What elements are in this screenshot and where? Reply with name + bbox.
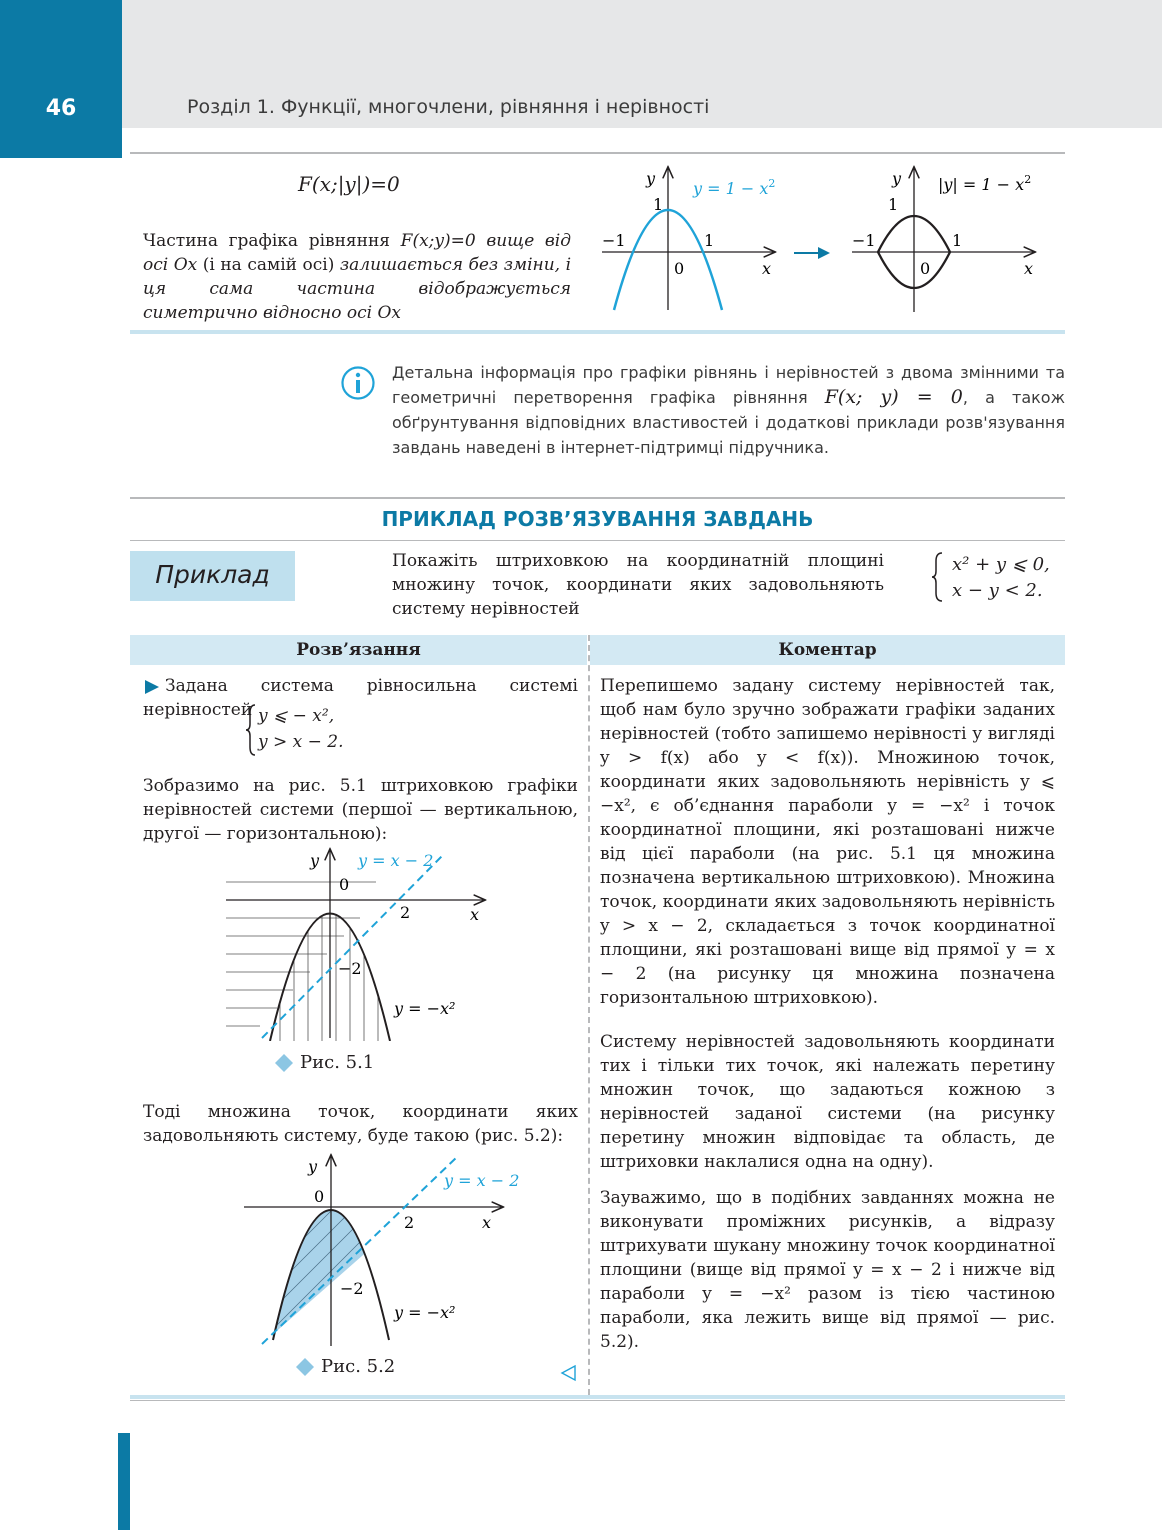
fig1-zero: 0 bbox=[339, 875, 350, 894]
g1-x-label: x bbox=[762, 259, 772, 278]
fig2-tick-2: 2 bbox=[404, 1213, 415, 1232]
desc-formula: F(x;y)=0 bbox=[400, 231, 476, 251]
g1-curve-label: $y = 1 - x^2$ bbox=[693, 177, 776, 198]
comment-p2: Систему нерівностей задовольняють координати тих і тільки тих точок, які належать перетину множин точок, що задаються кожною з нерівностей заданої системи (на рисунку перетину множин відповідає та область, де штриховки наклалися одна на одну). bbox=[600, 1032, 1055, 1172]
solution-sys-2: y > x − 2. bbox=[258, 732, 344, 752]
diamond-icon bbox=[295, 1357, 315, 1377]
fig2-zero: 0 bbox=[314, 1187, 325, 1206]
divider bbox=[130, 152, 1065, 154]
fig1-tick-2: 2 bbox=[400, 903, 411, 922]
transform-arrow-icon bbox=[790, 243, 835, 263]
info-formula: F(x; y) = 0 bbox=[824, 386, 963, 408]
info-text bbox=[392, 360, 1065, 460]
info-text-b: , а також обґрунтування відповідних властивостей і додаткові приклади розв'язування завдань наведені в інтернет-підтримці підручника. bbox=[392, 388, 1066, 457]
comment-p3: Зауважимо, що в подібних завданнях можна не виконувати проміжних рисунків, а відразу штрихувати шукану множину точок координатної площини (вище від прямої y = x − 2 і нижче від параболи y = −x² разом із тією частиною параболи, яка лежить вище від прямої — рис. 5.2). bbox=[600, 1188, 1055, 1352]
g2-curve-label: $|y| = 1 - x^2$ bbox=[938, 173, 1032, 194]
chapter-title: Розділ 1. Функції, многочлени, рівняння і нерівності bbox=[187, 96, 710, 118]
end-marker-icon bbox=[560, 1364, 578, 1382]
g2-tick-1x: 1 bbox=[952, 231, 963, 250]
system-line-2: x − y < 2. bbox=[952, 580, 1043, 601]
formula-f-abs-y: F(x;|y|)=0 bbox=[298, 172, 400, 196]
fig1-line-label: y = x − 2 bbox=[358, 851, 434, 870]
vertical-hatching bbox=[280, 846, 378, 1041]
fig2-parab-label: y = −x² bbox=[394, 1303, 456, 1322]
g1-tick-1: 1 bbox=[653, 195, 664, 214]
fig1-x-label: x bbox=[470, 905, 480, 924]
info-icon bbox=[340, 365, 376, 401]
fig2-y-label: y bbox=[308, 1157, 318, 1176]
fig1-y-label: y bbox=[310, 851, 320, 870]
comment-header: Коментар bbox=[590, 635, 1065, 665]
figure-5-1 bbox=[222, 846, 492, 1041]
column-divider bbox=[588, 635, 590, 1395]
g1-zero: 0 bbox=[674, 259, 685, 278]
solution-brace bbox=[245, 703, 257, 757]
g1-tick-m1: −1 bbox=[602, 231, 626, 250]
desc-part-2: вище від осі Ох bbox=[143, 231, 571, 275]
divider bbox=[130, 540, 1065, 541]
bottom-accent-bar bbox=[118, 1433, 130, 1530]
fig2-x-label: x bbox=[482, 1213, 492, 1232]
g2-tick-m1: −1 bbox=[852, 231, 876, 250]
info-text-a: Детальна інформація про графіки рівнянь і нерівностей з двома змінними та геометричні перетворення графіка рівняння bbox=[392, 363, 1065, 407]
g2-x-label: x bbox=[1024, 259, 1034, 278]
section-title: ПРИКЛАД РОЗВ’ЯЗУВАННЯ ЗАВДАНЬ bbox=[381, 507, 814, 531]
g1-tick-1x: 1 bbox=[704, 231, 715, 250]
page-number: 46 bbox=[45, 96, 77, 121]
example-task: Покажіть штриховкою на координатній площині множину точок, координати яких задовольняють систему нерівностей bbox=[392, 551, 884, 619]
g1-y-label: y bbox=[646, 169, 656, 188]
desc-part-3: (і на самій осі) bbox=[197, 255, 340, 275]
g2-y-label: y bbox=[892, 169, 902, 188]
solution-sys-1: y ⩽ − x², bbox=[258, 706, 335, 726]
transformation-description bbox=[143, 229, 571, 325]
system-line-1: x² + y ⩽ 0, bbox=[952, 554, 1050, 575]
diamond-icon bbox=[274, 1053, 294, 1073]
divider bbox=[130, 497, 1065, 499]
fig1-tick-m2: −2 bbox=[338, 959, 362, 978]
fig1-caption: Рис. 5.1 bbox=[300, 1052, 375, 1073]
system-brace bbox=[930, 551, 944, 603]
solution-intro bbox=[143, 674, 578, 722]
fig1-parab-label: y = −x² bbox=[394, 999, 456, 1018]
graph-parabola-1-minus-x2 bbox=[598, 162, 788, 318]
g2-tick-1: 1 bbox=[888, 195, 899, 214]
g2-zero: 0 bbox=[920, 259, 931, 278]
figure-5-2 bbox=[240, 1152, 520, 1348]
fig2-tick-m2: −2 bbox=[340, 1279, 364, 1298]
comment-p1: Перепишемо задану систему нерівностей так, щоб нам було зручно зображати графіки заданих нерівностей (тобто запишемо нерівності у вигляді y > f(x) або y < f(x)). Множиною точок, координати яких задовольняють нерівність y ⩽ −x², є об’єднання параболи y = −x² і точок координатної площини, які розташовані нижче від цієї параболи (на рис. 5.1 ця множина позначена вертикальною штриховкою). Множина точок, координати яких задовольняють нерівність y > x − 2, складається з точок координатної площини, які розташовані вище від прямої y = x − 2 (на рисунку ця множина позначена горизонтальною штриховкою). bbox=[600, 676, 1055, 1008]
desc-part-1: Частина графіка рівняння bbox=[143, 231, 401, 251]
fig2-line-label: y = x − 2 bbox=[444, 1171, 520, 1190]
solution-intro-text: Задана система рівносильна системі нерівностей bbox=[143, 676, 578, 720]
page-number-tab bbox=[0, 0, 122, 158]
solution-header: Розв’язання bbox=[130, 635, 587, 665]
horizontal-hatching bbox=[226, 882, 376, 1026]
fig2-caption: Рис. 5.2 bbox=[321, 1356, 396, 1377]
solution-p2: Тоді множина точок, координати яких задовольняють систему, буде такою (рис. 5.2): bbox=[143, 1102, 578, 1146]
section-bottom-rule bbox=[130, 1395, 1065, 1399]
table-bottom-rule bbox=[130, 330, 1065, 334]
desc-part-4: залишається без зміни, і ця сама частина відображується симетрично відносно осі Ох bbox=[143, 255, 572, 323]
graph-abs-y-1-minus-x2 bbox=[848, 162, 1048, 318]
example-label: Приклад bbox=[155, 560, 270, 589]
solution-p1: Зобразимо на рис. 5.1 штриховкою графіки нерівностей системи (першої — вертикальною, другої — горизонтальною): bbox=[143, 776, 578, 844]
divider bbox=[130, 1400, 1065, 1401]
